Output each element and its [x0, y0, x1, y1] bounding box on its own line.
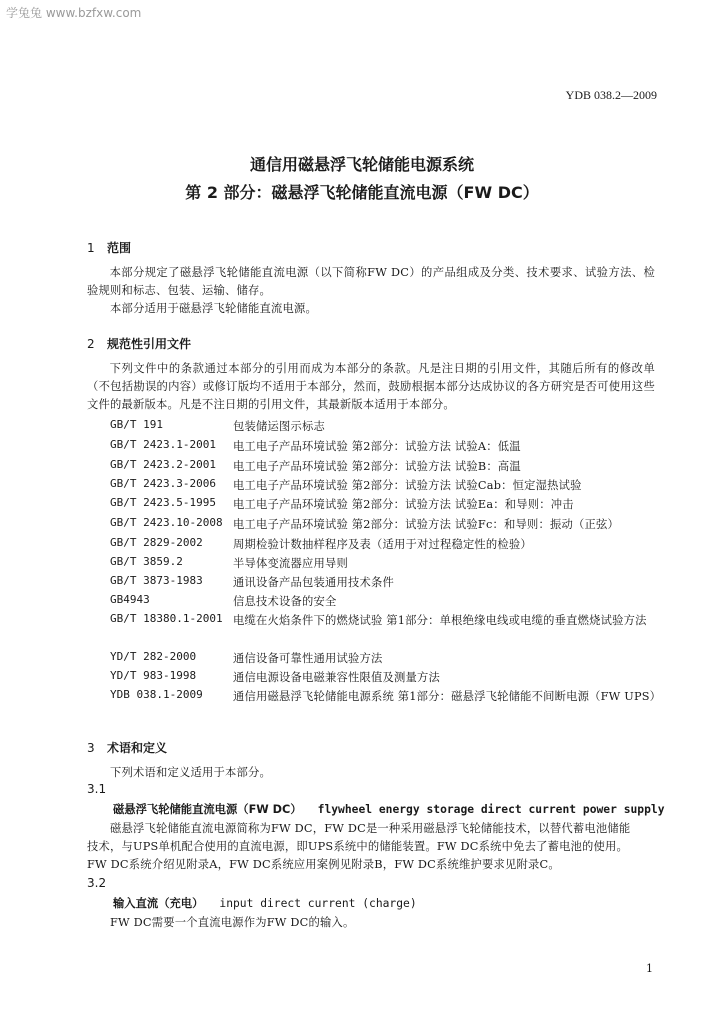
ref-code: YD/T 282-2000 [110, 650, 197, 663]
section-2-para-1: 下列文件中的条款通过本部分的引用而成为本部分的条款。凡是注日期的引用文件，其随后所有的修改单（不包括勘误的内容）或修订版均不适用于本部分，然而，鼓励根据本部分达成协议的各方研究是否可使用这些文件的最新版本。凡是不注日期的引用文件，其最新版本适用于本部分。 [87, 362, 655, 411]
ref-title: 电工电子产品环境试验 第2部分：试验方法 试验Fc：和导则：振动（正弦） [233, 518, 619, 531]
term-en: input direct current (charge) [219, 897, 417, 910]
ref-code: GB/T 3873-1983 [110, 574, 203, 587]
ref-code: GB/T 3859.2 [110, 555, 183, 568]
ref-code: GB/T 18380.1-2001 [110, 612, 223, 625]
ref-title: 半导体变流器应用导则 [233, 557, 348, 570]
definition-line: FW DC需要一个直流电源作为FW DC的输入。 [110, 916, 355, 929]
ref-code: GB4943 [110, 593, 150, 606]
section-2-heading [87, 335, 191, 352]
term-heading [113, 895, 417, 911]
definition-line: FW DC系统介绍见附录A，FW DC系统应用案例见附录B，FW DC系统维护要求见附录C。 [87, 858, 560, 871]
clause-number: 3.1 [87, 782, 107, 796]
ref-code: YDB 038.1-2009 [110, 688, 203, 701]
ref-title: 电工电子产品环境试验 第2部分：试验方法 试验B：高温 [233, 460, 521, 473]
ref-title: 通讯设备产品包装通用技术条件 [233, 576, 394, 589]
ref-title: 通信用磁悬浮飞轮储能电源系统 第1部分：磁悬浮飞轮储能不间断电源（FW UPS） [233, 690, 662, 703]
term-heading [113, 801, 665, 817]
section-title: 术语和定义 [107, 741, 168, 755]
section-number: 3 [87, 741, 95, 755]
ref-code: YD/T 983-1998 [110, 669, 197, 682]
clause-number: 3.2 [87, 876, 107, 890]
section-3-intro: 下列术语和定义适用于本部分。 [110, 766, 271, 779]
ref-title: 电工电子产品环境试验 第2部分：试验方法 试验Ea：和导则：冲击 [233, 498, 574, 511]
ref-title: 通信设备可靠性通用试验方法 [233, 652, 383, 665]
standard-number: YDB 038.2—2009 [565, 88, 657, 102]
ref-code: GB/T 2423.10-2008 [110, 516, 223, 529]
ref-code: GB/T 191 [110, 418, 163, 431]
section-1-para-1: 本部分规定了磁悬浮飞轮储能直流电源（以下简称FW DC）的产品组成及分类、技术要求、试验方法、检验规则和标志、包装、运输、储存。 [87, 266, 655, 297]
section-3-heading [87, 739, 167, 756]
page-number: 1 [646, 962, 653, 975]
section-title: 范围 [107, 241, 132, 255]
title-line-1: 通信用磁悬浮飞轮储能电源系统 [249, 155, 474, 174]
term-en: flywheel energy storage direct current power supply [317, 803, 665, 816]
section-1-para-2: 本部分适用于磁悬浮飞轮储能直流电源。 [110, 302, 317, 315]
section-1-heading [87, 239, 131, 256]
section-number: 1 [87, 241, 95, 255]
ref-code: GB/T 2423.3-2006 [110, 477, 216, 490]
ref-title: 电工电子产品环境试验 第2部分：试验方法 试验Cab：恒定湿热试验 [233, 479, 582, 492]
term-zh: 输入直流（充电） [113, 897, 204, 910]
term-zh: 磁悬浮飞轮储能直流电源（FW DC） [113, 803, 302, 816]
ref-code: GB/T 2829-2002 [110, 536, 203, 549]
definition-line: 磁悬浮飞轮储能直流电源简称为FW DC，FW DC是一种采用磁悬浮飞轮储能技术，以替代蓄电池储能 [110, 822, 631, 835]
section-title: 规范性引用文件 [107, 337, 192, 351]
section-number: 2 [87, 337, 95, 351]
ref-title: 电缆在火焰条件下的燃烧试验 第1部分：单根绝缘电线或电缆的垂直燃烧试验方法 [233, 614, 647, 627]
ref-code: GB/T 2423.1-2001 [110, 438, 216, 451]
ref-code: GB/T 2423.2-2001 [110, 458, 216, 471]
ref-title: 信息技术设备的安全 [233, 595, 337, 608]
ref-title: 电工电子产品环境试验 第2部分：试验方法 试验A：低温 [233, 440, 521, 453]
ref-title: 包装储运图示标志 [233, 420, 325, 433]
title-line-2: 第 2 部分：磁悬浮飞轮储能直流电源（FW DC） [185, 183, 539, 202]
ref-title: 通信电源设备电磁兼容性限值及测量方法 [233, 671, 440, 684]
definition-line: 技术，与UPS单机配合使用的直流电源，即UPS系统中的储能装置。FW DC系统中免去了蓄电池的使用。 [87, 840, 629, 853]
ref-code: GB/T 2423.5-1995 [110, 496, 216, 509]
watermark: 学兔兔 www.bzfxw.com [6, 6, 142, 20]
ref-title: 周期检验计数抽样程序及表（适用于对过程稳定性的检验） [233, 538, 532, 551]
